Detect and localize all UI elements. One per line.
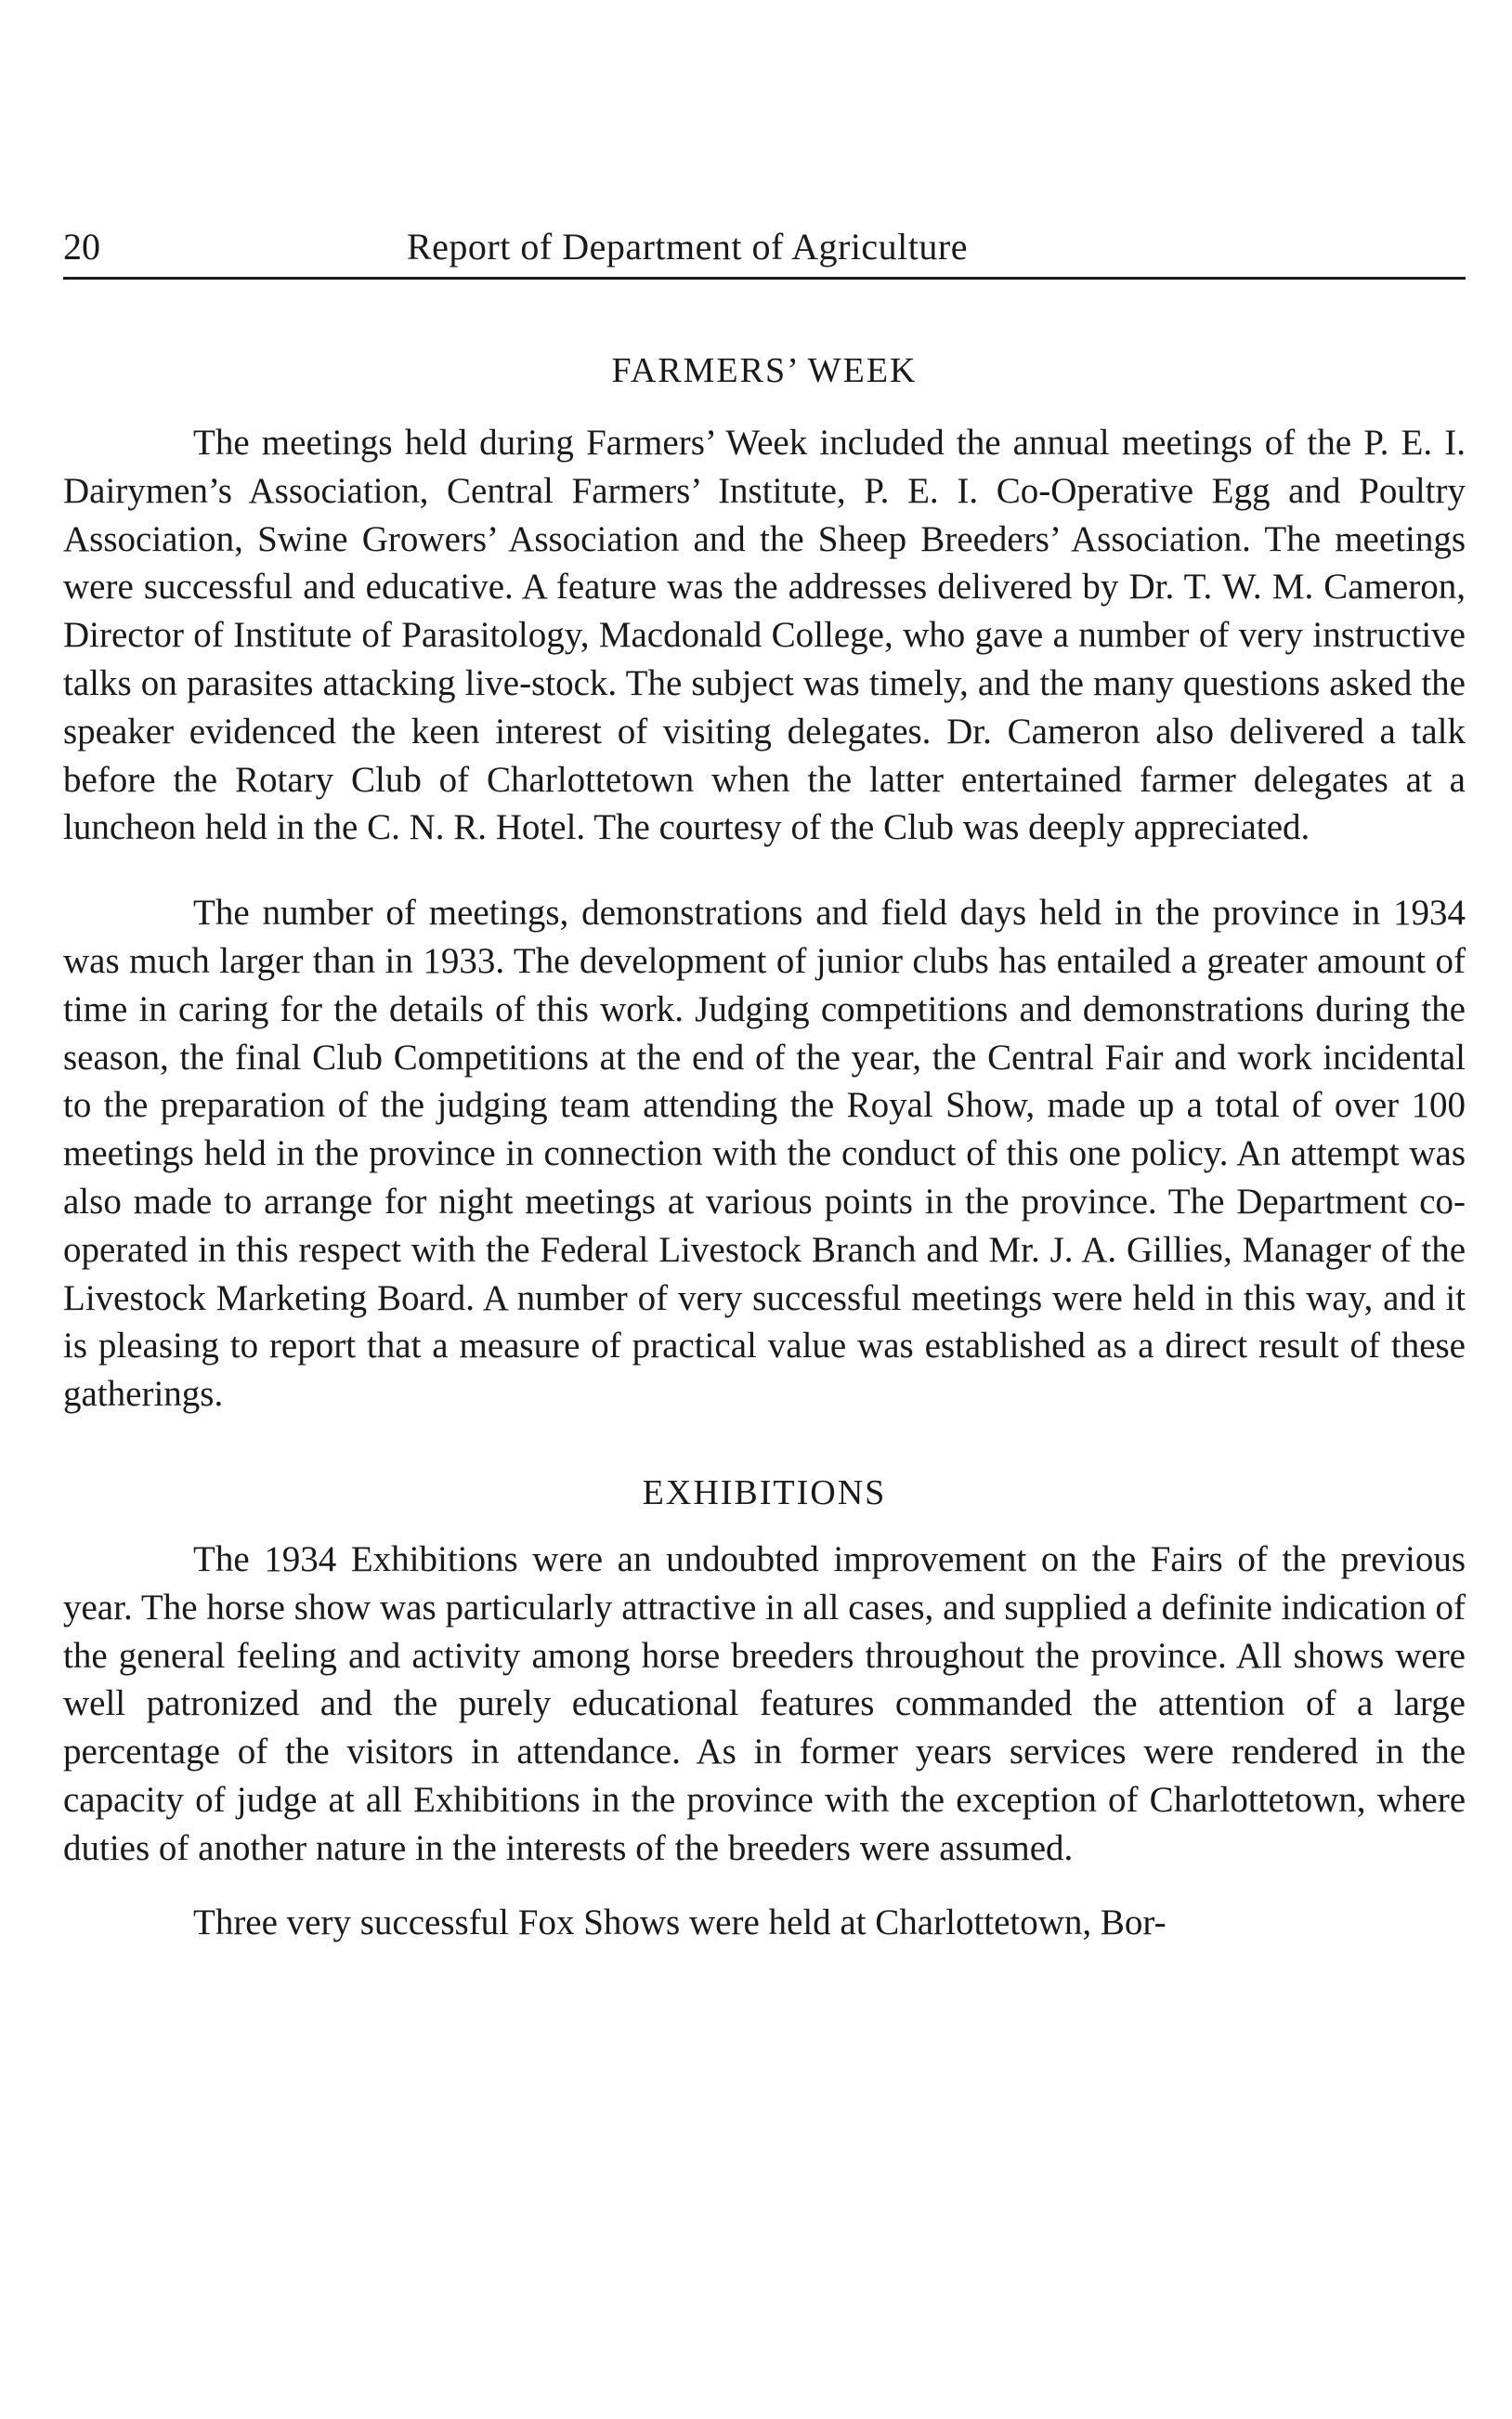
paragraph-farmers-week-1: The meetings held during Farmers’ Week included the annual meetings of the P. E. I. Dairymen’s Association, Central Farmers’ Institute, P. E. I. Co-Operative Egg and Poultry Association, Swine Growers’ Association and the Sheep Breeders’ Association. The meetings were successful and educative. A feature was the addresses delivered by Dr. T. W. M. Cameron, Director of Institute of Parasitology, Macdonald College, who gave a number of very instructive talks on parasites attacking live-stock. The subject was timely, and the many questions asked the speaker evidenced the keen interest of visiting delegates. Dr. Cameron also delivered a talk before the Rotary Club of Charlottetown when the latter entertained farmer delegates at a luncheon held in the C. N. R. Hotel. The courtesy of the Club was deeply appreciated. — [63, 423, 1466, 848]
page-number: 20 — [63, 226, 100, 268]
running-title: Report of Department of Agriculture — [407, 226, 968, 268]
paragraph-farmers-week-2: The number of meetings, demonstrations and field days held in the province in 1934 was much larger than in 1933. The development of junior clubs has entailed a greater amount of time in caring for the details of this work. Judging competitions and demonstrations during the season, the final Club Competitions at the end of the year, the Central Fair and work incidental to the preparation of the judging team attending the Royal Show, made up a total of over 100 meetings held in the province in connection with the conduct of this one policy. An attempt was also made to arrange for night meetings at various points in the province. The Department co-operated in this respect with the Federal Livestock Branch and Mr. J. A. Gillies, Manager of the Livestock Marketing Board. A number of very successful meetings were held in this way, and it is pleasing to report that a measure of practical value was established as a direct result of these gatherings. — [63, 893, 1466, 1415]
section-heading-exhibitions: EXHIBITIONS — [642, 1472, 887, 1512]
section-heading-farmers-week: FARMERS’ WEEK — [611, 351, 918, 390]
paragraph-exhibitions-2: Three very successful Fox Shows were held at Charlottetown, Bor- — [193, 1902, 1167, 1942]
page-header — [63, 221, 1466, 280]
document-page — [63, 221, 1466, 1946]
paragraph-exhibitions-1: The 1934 Exhibitions were an undoubted improvement on the Fairs of the previous year. The horse show was particularly attractive in all cases, and supplied a definite indication of the general feeling and activity among horse breeders throughout the province. All shows were well patronized and the purely educational features commanded the attention of a large percentage of the visitors in attendance. As in former years services were rendered in the capacity of judge at all Exhibitions in the province with the exception of Charlottetown, where duties of another nature in the interests of the breeders were assumed. — [63, 1538, 1466, 1868]
